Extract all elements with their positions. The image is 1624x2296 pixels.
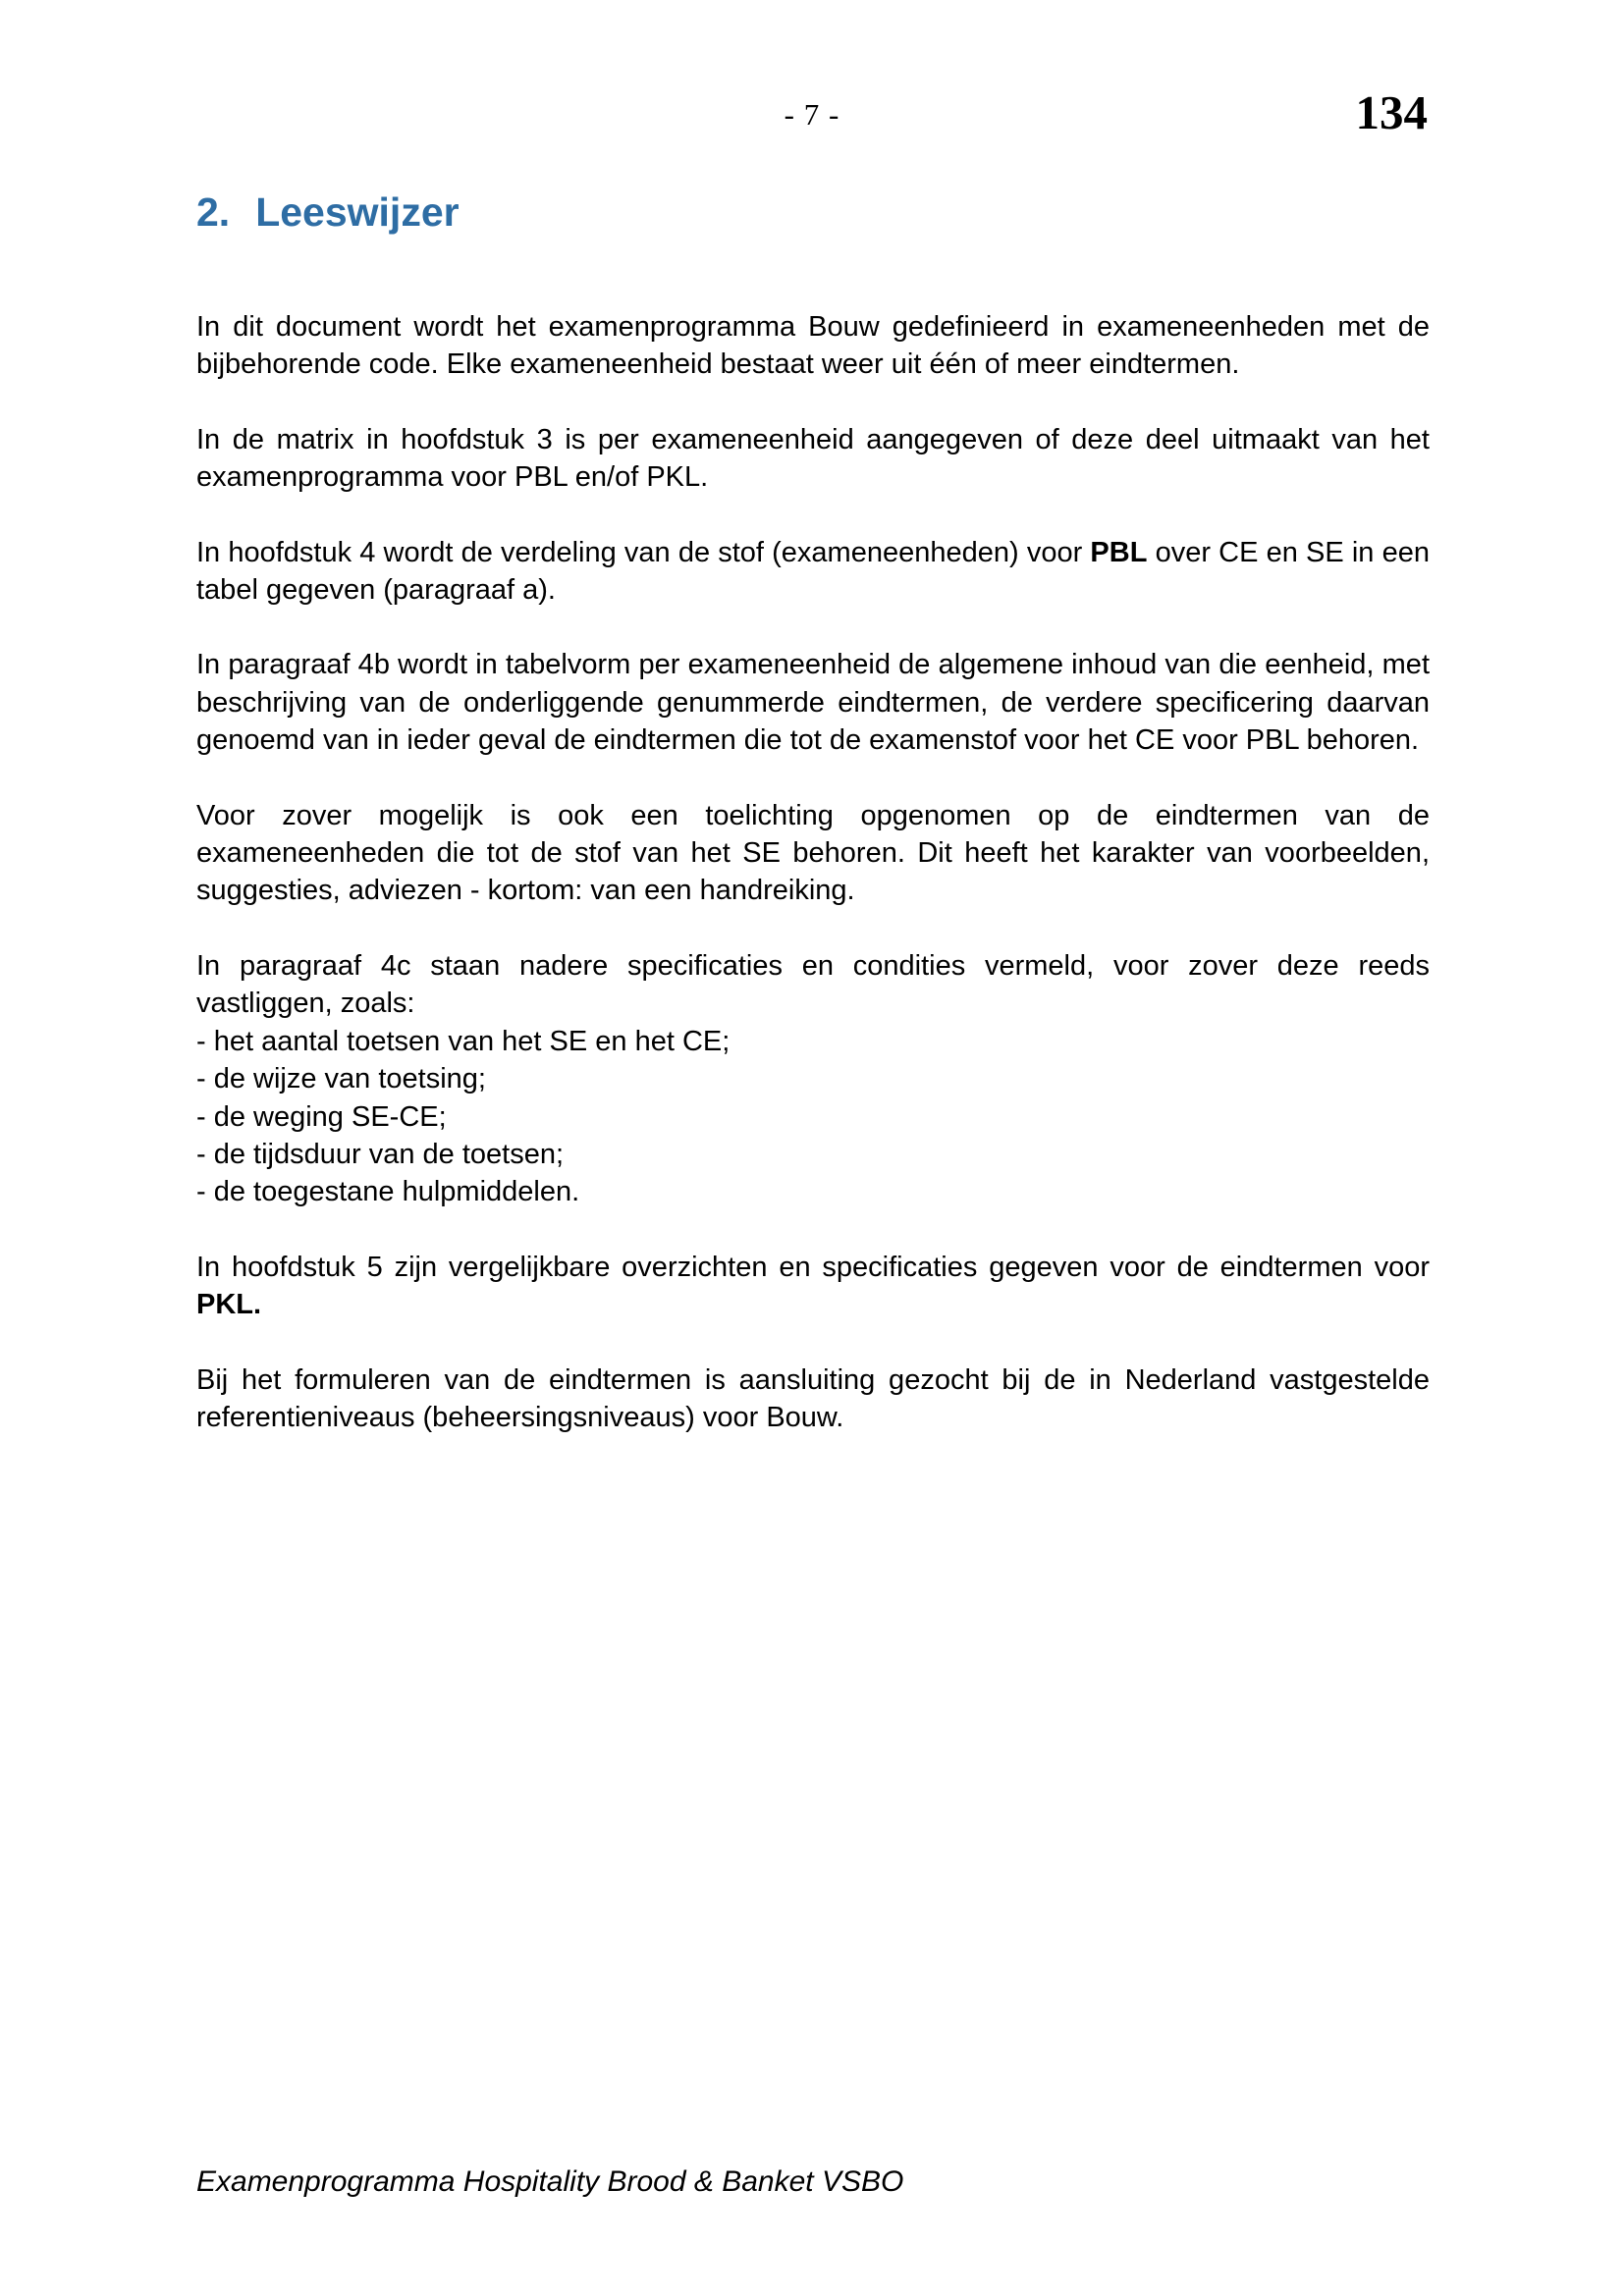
section-heading-title: Leeswijzer (255, 189, 460, 235)
paragraph-toelichting: Voor zover mogelijk is ook een toelichting opgenomen op de eindtermen van de exameneenheden die tot de stof van het SE behoren. Dit heeft het karakter van voorbeelden, suggesties, adviezen - kortom: van een handreiking. (196, 799, 1430, 907)
page-number: - 7 - (784, 97, 840, 132)
list-item-tijdsduur: - de tijdsduur van de toetsen; (196, 1138, 565, 1170)
paragraph-hoofdstuk4-post: over CE en SE in een tabel gegeven (paragraaf a). (196, 536, 1430, 607)
paragraph-hoofdstuk4-bold: PBL (1090, 536, 1148, 568)
paragraph-hoofdstuk5 (196, 1249, 1430, 1324)
paragraph-matrix: In de matrix in hoofdstuk 3 is per exameneenheid aangegeven of deze deel uitmaakt van het examenprogramma voor PBL en/of PKL. (196, 423, 1430, 494)
paragraph-hoofdstuk5-bold: PKL. (196, 1289, 262, 1321)
list-item-weging: - de weging SE-CE; (196, 1100, 447, 1133)
footer-text: Examenprogramma Hospitality Brood & Banket VSBO (196, 2165, 904, 2198)
list-item-hulpmiddelen: - de toegestane hulpmiddelen. (196, 1176, 580, 1208)
section-heading-number: 2. (196, 189, 231, 235)
paragraph-paragraaf4c: In paragraaf 4c staan nadere specificaties en condities vermeld, voor zover deze reeds vastliggen, zoals: (196, 949, 1430, 1020)
list-item-wijze-toetsing: - de wijze van toetsing; (196, 1063, 486, 1095)
paragraph-hoofdstuk5-pre: In hoofdstuk 5 zijn vergelijkbare overzichten en specificaties gegeven voor de eindtermen voor (196, 1251, 1430, 1283)
section-heading (196, 188, 1430, 236)
paragraph-hoofdstuk4 (196, 534, 1430, 610)
paragraph-hoofdstuk4-pre: In hoofdstuk 4 wordt de verdeling van de stof (exameneenheden) voor (196, 536, 1091, 568)
stamp-number: 134 (1355, 85, 1428, 139)
paragraph-paragraaf4b: In paragraaf 4b wordt in tabelvorm per exameneenheid de algemene inhoud van die eenheid, met beschrijving van de onderliggende genummerde eindtermen, de verdere specificering daarvan genoemd van in ieder geval de eindtermen die tot de examenstof voor het CE voor PBL behoren. (196, 649, 1430, 757)
document-body (196, 0, 1430, 1473)
paragraph-referentieniveaus: Bij het formuleren van de eindtermen is aansluiting gezocht bij de in Nederland vastgestelde referentieniveaus (beheersingsniveaus) voor Bouw. (196, 1363, 1430, 1433)
specifications-list (196, 1023, 1430, 1211)
paragraph-intro: In dit document wordt het examenprogramma Bouw gedefinieerd in exameneenheden met de bijbehorende code. Elke exameneenheid bestaat weer uit één of meer eindtermen. (196, 311, 1430, 381)
list-item-aantal-toetsen: - het aantal toetsen van het SE en het CE; (196, 1025, 731, 1057)
